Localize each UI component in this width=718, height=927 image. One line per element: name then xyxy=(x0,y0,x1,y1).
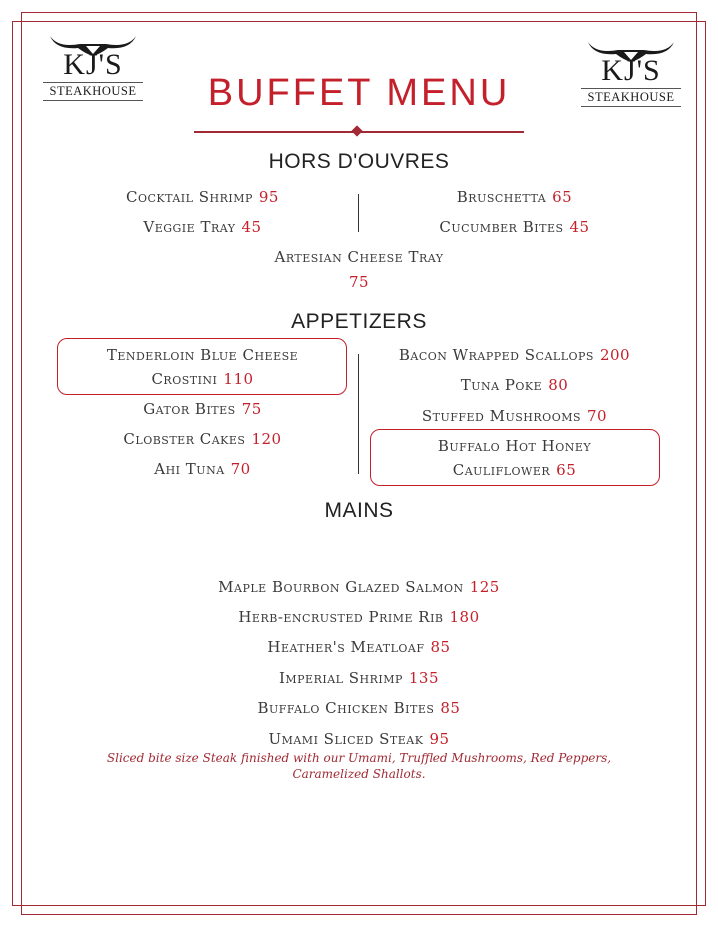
menu-item: Artesian Cheese Tray xyxy=(274,248,444,266)
logo-subtext: STEAKHOUSE xyxy=(581,88,681,107)
menu-item-price: 75 xyxy=(348,273,370,291)
menu-item: Umami Sliced Steak 95 xyxy=(268,730,450,748)
page-title: BUFFET MENU xyxy=(207,72,511,114)
section-heading-mains: MAINS xyxy=(324,499,394,522)
logo-text: KJ'S xyxy=(601,54,661,87)
item-description: Sliced bite size Steak finished with our Umami, Truffled Mushrooms, Red Peppers, Caramelized Shallots. xyxy=(106,751,612,781)
menu-item: Tuna Poke 80 xyxy=(460,376,569,394)
frame-corner xyxy=(696,12,706,22)
menu-item: Cucumber Bites 45 xyxy=(439,218,590,236)
menu-item: Gator Bites 75 xyxy=(143,400,262,418)
menu-item: Veggie Tray 45 xyxy=(143,218,262,236)
menu-item: Bacon Wrapped Scallops 200 xyxy=(398,346,631,364)
menu-item: Cocktail Shrimp 95 xyxy=(126,188,279,206)
menu-item: Ahi Tuna 70 xyxy=(154,460,251,478)
menu-item: Cauliflower 65 xyxy=(452,461,577,479)
frame-corner xyxy=(12,905,22,915)
section-heading-hors: HORS D'OUVRES xyxy=(268,150,450,173)
menu-item: Clobster Cakes 120 xyxy=(123,430,282,448)
logo-text: KJ'S xyxy=(63,48,123,81)
menu-item: Bruschetta 65 xyxy=(456,188,573,206)
section-heading-appetizers: APPETIZERS xyxy=(291,310,427,333)
menu-item: Maple Bourbon Glazed Salmon 125 xyxy=(218,578,500,596)
column-divider xyxy=(358,194,359,232)
menu-item: Buffalo Chicken Bites 85 xyxy=(257,699,461,717)
menu-item: Herb-encrusted Prime Rib 180 xyxy=(238,608,480,626)
frame-corner xyxy=(696,905,706,915)
menu-item: Stuffed Mushrooms 70 xyxy=(421,407,608,425)
menu-item: Tenderloin Blue Cheese xyxy=(106,346,299,364)
menu-item: Heather's Meatloaf 85 xyxy=(267,638,451,656)
column-divider xyxy=(358,354,359,474)
menu-item: Crostini 110 xyxy=(151,370,254,388)
logo-subtext: STEAKHOUSE xyxy=(43,82,143,101)
menu-item: Buffalo Hot Honey xyxy=(437,437,592,455)
menu-item: Imperial Shrimp 135 xyxy=(278,669,440,687)
frame-corner xyxy=(12,12,22,22)
